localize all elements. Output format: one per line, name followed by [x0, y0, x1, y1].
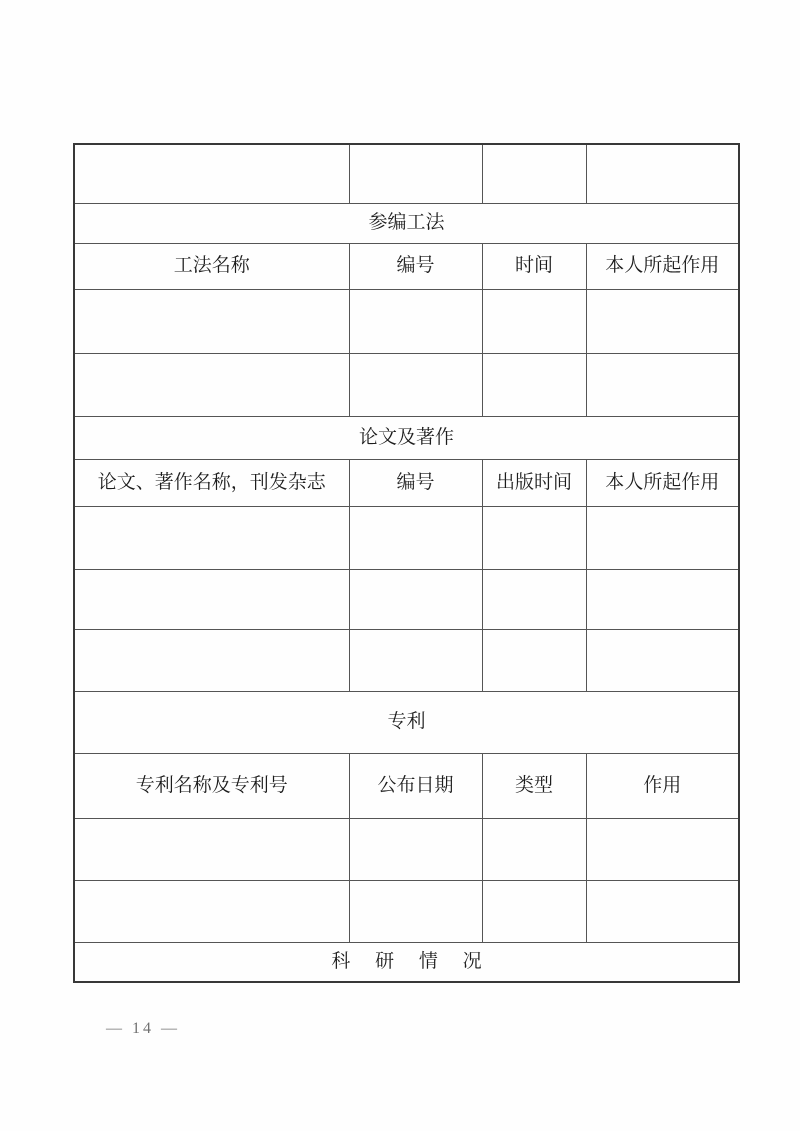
empty-cell [74, 144, 349, 203]
header-cell-patent-name: 专利名称及专利号 [74, 753, 349, 818]
empty-cell [74, 289, 349, 353]
section-title-row-research [74, 942, 739, 982]
header-cell-gongfa-time: 时间 [482, 243, 586, 289]
empty-cell [482, 353, 586, 416]
table-row [74, 818, 739, 880]
empty-cell [482, 880, 586, 942]
table-row [74, 506, 739, 569]
empty-cell [349, 506, 482, 569]
header-cell-paper-pubdate: 出版时间 [482, 459, 586, 506]
empty-cell [349, 289, 482, 353]
section-title-gongfa: 参编工法 [74, 203, 739, 243]
section-title-row-papers [74, 416, 739, 459]
header-cell-paper-number: 编号 [349, 459, 482, 506]
empty-cell [586, 289, 739, 353]
empty-cell [74, 506, 349, 569]
header-row-patent [74, 753, 739, 818]
empty-cell [586, 353, 739, 416]
table-row [74, 569, 739, 629]
table-row [74, 353, 739, 416]
section-title-research: 科 研 情 况 [74, 942, 739, 982]
empty-cell [482, 506, 586, 569]
empty-cell [349, 569, 482, 629]
header-cell-gongfa-role: 本人所起作用 [586, 243, 739, 289]
header-cell-paper-name: 论文、著作名称，刊发杂志 [74, 459, 349, 506]
header-cell-patent-pubdate: 公布日期 [349, 753, 482, 818]
empty-cell [586, 880, 739, 942]
empty-cell [482, 569, 586, 629]
section-title-papers: 论文及著作 [74, 416, 739, 459]
empty-cell [349, 353, 482, 416]
table-row [74, 289, 739, 353]
header-row-gongfa [74, 243, 739, 289]
page-number: — 14 — [106, 1020, 180, 1037]
empty-cell [482, 289, 586, 353]
header-cell-gongfa-number: 编号 [349, 243, 482, 289]
empty-cell [74, 629, 349, 691]
empty-cell [586, 506, 739, 569]
empty-cell [586, 569, 739, 629]
header-row-papers [74, 459, 739, 506]
qualification-form-table [73, 143, 740, 983]
empty-cell [74, 569, 349, 629]
empty-cell [586, 818, 739, 880]
empty-cell [349, 629, 482, 691]
header-cell-patent-role: 作用 [586, 753, 739, 818]
continuation-empty-row [74, 144, 739, 203]
empty-cell [74, 353, 349, 416]
section-title-patent: 专利 [74, 691, 739, 753]
empty-cell [482, 818, 586, 880]
section-title-row-patent [74, 691, 739, 753]
empty-cell [586, 629, 739, 691]
section-title-row-gongfa [74, 203, 739, 243]
empty-cell [586, 144, 739, 203]
empty-cell [74, 880, 349, 942]
empty-cell [482, 144, 586, 203]
empty-cell [74, 818, 349, 880]
header-cell-patent-type: 类型 [482, 753, 586, 818]
empty-cell [482, 629, 586, 691]
empty-cell [349, 818, 482, 880]
empty-cell [349, 144, 482, 203]
table-row [74, 880, 739, 942]
empty-cell [349, 880, 482, 942]
table-row [74, 629, 739, 691]
header-cell-gongfa-name: 工法名称 [74, 243, 349, 289]
header-cell-paper-role: 本人所起作用 [586, 459, 739, 506]
